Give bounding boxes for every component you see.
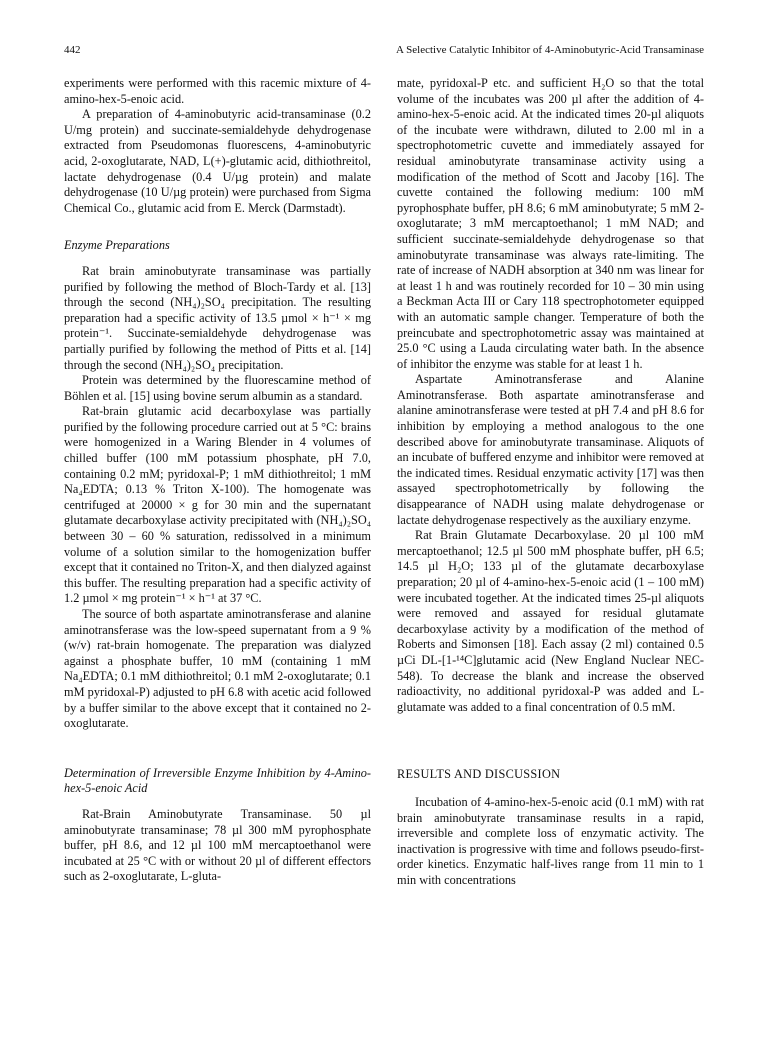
paragraph: Aspartate Aminotransferase and Alanine Aminotransferase. Both aspartate aminotransferase and alanine aminotransferase were tested at pH 7.4 and pH 8.6 for inhibition by employing a method analogous to the one described above for aminobutyrate transaminase. Aliquots of an incubate of buffered enzyme and inhibitor were removed at the indicated times. Residual enzymatic activity [17] was then assayed spectrophotometrically by following the disappearance of NADH using malate dehydrogenase or lactate dehydrogenase respectively as the auxiliary enzyme.: [397, 372, 704, 527]
paragraph: A preparation of 4-aminobutyric acid-transaminase (0.2 U/mg protein) and succinate-semialdehyde dehydrogenase extracted from Pseudomonas fluorescens, 4-aminobutyric acid, 2-oxoglutarate, NAD, L(+)-glutamic acid, dithiothreitol, lactate dehydrogenase (0.4 U/µg protein) and malate dehydrogenase (10 U/µg protein) were purchased from Sigma Chemical Co., glutamic acid from E. Merck (Darmstadt).: [64, 107, 371, 215]
section-heading-results: RESULTS AND DISCUSSION: [397, 767, 561, 782]
running-title: A Selective Catalytic Inhibitor of 4-Aminobutyric-Acid Transaminase: [396, 44, 704, 56]
left-column: [64, 76, 371, 885]
running-header: [64, 44, 704, 62]
paragraph: Rat Brain Glutamate Decarboxylase. 20 µl 100 mM mercaptoethanol; 12.5 µl 500 mM phosphate buffer, pH 6.5; 14.5 µl H₂O; 133 µl of the glutamate decarboxylase preparation; 20 µl of 4-amino-hex-5-enoic acid (1 – 100 mM) were incubated together. At the indicated times 25-µl aliquots were removed and assayed for residual glutamate decarboxylase activity by a modification of the method of Roberts and Simonsen [18]. Each assay (2 ml) contained 0.5 µCi DL-[1-¹⁴C]glutamic acid (New England Nuclear NEC-548). To decrease the blank and increase the observed radioactivity, no additional pyridoxal-P was added and L-glutamate was added to a final concentration of 0.5 mM.: [397, 528, 704, 714]
paragraph: mate, pyridoxal-P etc. and sufficient H₂O so that the total volume of the incubates was 200 µl after the addition of 4-amino-hex-5-enoic acid. At the indicated times 20-µl aliquots of the incubate were withdrawn, diluted to 2.00 ml in a spectrophotometric cuvette and immediately assayed for residual aminobutyrate transaminase activity using a modification of the method of Scott and Jacoby [16]. The cuvette contained the following medium: 100 mM pyrophosphate buffer, pH 8.6; 6 mM aminobutyrate; 5 mM 2-oxoglutarate; 3 mM mercaptoethanol; 1 mM NAD; and sufficient succinate-semialdehyde dehydrogenase so that aminobutyrate transaminase was always rate-limiting. The rate of increase of NADH absorption at 340 nm was linear for at least 1 h and was routinely recorded for 10 – 30 min using a Beckman Acta III or Cary 118 spectrophotometer equipped with an automatic sample changer. Temperature of both the preincubate and spectrophotometric assay was maintained at 25.0 °C using a Lauda circulating water bath. In the absence of inhibitor the enzyme was stable for at least 1 h.: [397, 76, 704, 371]
paragraph: experiments were performed with this racemic mixture of 4-amino-hex-5-enoic acid.: [64, 76, 371, 106]
paragraph: Rat brain aminobutyrate transaminase was partially purified by following the method of Bloch-Tardy et al. [13] through the second (NH₄)₂SO₄ precipitation. The resulting preparation had a specific activity of 13.5 µmol × h⁻¹ × mg protein⁻¹. Succinate-semialdehyde dehydrogenase was partially purified by following the method of Pitts et al. [14] through the second (NH₄)₂SO₄ precipitation.: [64, 263, 371, 372]
section-heading-determination: Determination of Irreversible Enzyme Inhibition by 4-Amino-hex-5-enoic Acid: [64, 765, 371, 796]
paragraph: Protein was determined by the fluorescamine method of Böhlen et al. [15] using bovine serum albumin as a standard.: [64, 373, 371, 403]
paragraph: Rat-brain glutamic acid decarboxylase was partially purified by the following procedure carried out at 5 °C: brains were homogenized in a Waring Blender in 4 volumes of chilled buffer (100 mM potassium phosphate, pH 7.0, containing 0.2 mM; pyridoxal-P; 1 mM dithiothreitol; 1 mM Na₄EDTA; 0.13 % Triton X-100). The homogenate was centrifuged at 20000 × g for 30 min and the supernatant glutamate decarboxylase activity precipitated with (NH₄)₂SO₄ between 30 – 60 % saturation, redissolved in a minimum volume of a solution similar to the homogenization buffer except that it contained no Triton-X, and then dialyzed against this buffer. The resulting preparation had a specific activity of 1.2 µmol × mg protein⁻¹ × h⁻¹ at 37 °C.: [64, 404, 371, 606]
paragraph: Incubation of 4-amino-hex-5-enoic acid (0.1 mM) with rat brain aminobutyrate transaminase results in a rapid, irreversible and complete loss of enzymatic activity. The inactivation is progressive with time and follows pseudo-first-order kinetics. Enzymatic half-lives range from 11 min to 1 min with concentrations: [397, 794, 704, 887]
right-column: [397, 76, 704, 889]
section-heading-enzyme-preparations: Enzyme Preparations: [64, 238, 170, 253]
paragraph: Rat-Brain Aminobutyrate Transaminase. 50 µl aminobutyrate transaminase; 78 µl 300 mM pyrophosphate buffer, pH 8.6, and 12 µl 100 mM mercaptoethanol were incubated at 25 °C with or without 20 µl of different effectors such as 2-oxoglutarate, L-gluta-: [64, 806, 371, 884]
paragraph: The source of both aspartate aminotransferase and alanine aminotransferase was the low-speed supernatant from a 9 % (w/v) rat-brain homogenate. The preparation was dialyzed against a phosphate buffer, 10 mM (containing 1 mM Na₄EDTA; 0.1 mM dithiothreitol; 0.1 mM 2-oxoglutarate; 0.1 mM pyridoxal-P) adjusted to pH 6.8 with acetic acid followed by a buffer similar to the above except that it contained no 2-oxoglutarate.: [64, 607, 371, 731]
page-number: 442: [64, 44, 81, 56]
